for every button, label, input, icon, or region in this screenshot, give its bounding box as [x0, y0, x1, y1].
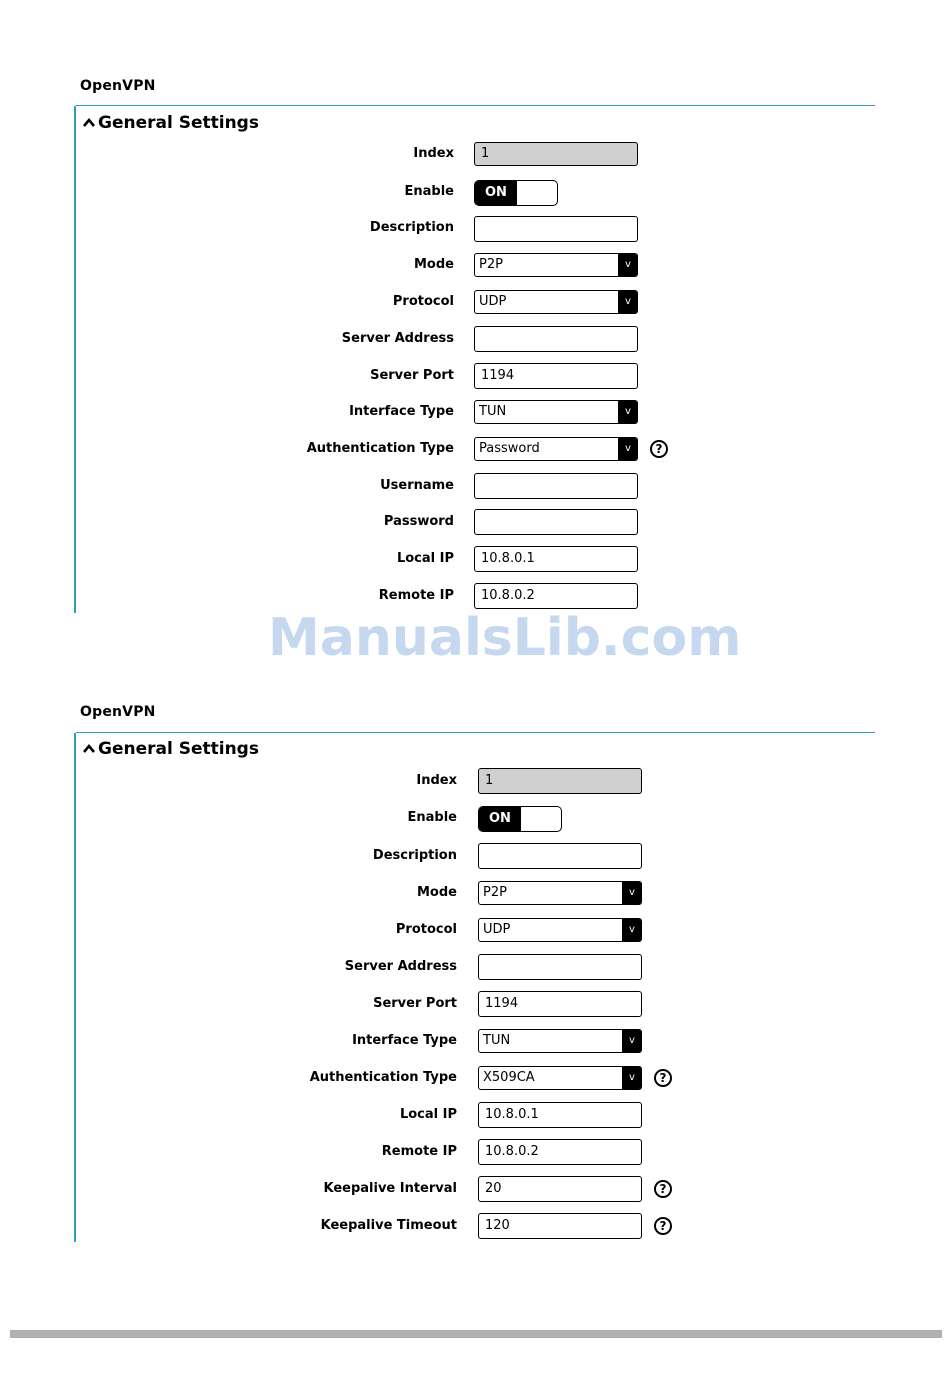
divider: [76, 105, 875, 106]
chevron-down-icon: v: [622, 918, 642, 942]
enable-label: Enable: [404, 184, 454, 199]
local-ip-input[interactable]: 10.8.0.1: [474, 546, 638, 572]
row-enable: [0, 805, 950, 831]
password-label: Password: [383, 514, 454, 529]
remote-ip-label: Remote IP: [381, 1144, 457, 1159]
protocol-value: UDP: [483, 922, 511, 937]
index-field: 1: [474, 142, 638, 166]
help-icon[interactable]: ?: [654, 1217, 672, 1235]
section-header-general-settings[interactable]: [82, 113, 259, 133]
server-port-input[interactable]: 1194: [474, 363, 638, 389]
authentication-type-select[interactable]: [474, 437, 638, 461]
row-enable: [0, 179, 950, 205]
row-username: [0, 473, 950, 499]
row-protocol: [0, 289, 950, 315]
toggle-on-state: ON: [479, 807, 521, 831]
protocol-select[interactable]: [474, 290, 638, 314]
row-server-address: [0, 326, 950, 352]
chevron-down-icon: v: [622, 1029, 642, 1053]
keepalive-timeout-input[interactable]: 120: [478, 1213, 642, 1239]
interface-type-label: Interface Type: [349, 404, 454, 419]
local-ip-label: Local IP: [399, 1107, 457, 1122]
chevron-up-icon: [82, 116, 96, 130]
authentication-type-label: Authentication Type: [306, 441, 454, 456]
authentication-type-value: X509CA: [483, 1070, 535, 1085]
row-keepalive-timeout: [0, 1213, 950, 1239]
chevron-down-icon: v: [622, 881, 642, 905]
chevron-down-icon: v: [618, 437, 638, 461]
protocol-value: UDP: [479, 294, 507, 309]
description-input[interactable]: [478, 843, 642, 869]
help-icon[interactable]: ?: [650, 440, 668, 458]
protocol-select[interactable]: [478, 918, 642, 942]
row-keepalive-interval: [0, 1176, 950, 1202]
interface-type-label: Interface Type: [352, 1033, 457, 1048]
local-ip-label: Local IP: [396, 551, 454, 566]
mode-select[interactable]: [478, 881, 642, 905]
help-icon[interactable]: ?: [654, 1069, 672, 1087]
protocol-label: Protocol: [395, 922, 457, 937]
panel-title: OpenVPN: [80, 704, 156, 720]
description-input[interactable]: [474, 216, 638, 242]
row-remote-ip: [0, 583, 950, 609]
row-interface-type: [0, 1028, 950, 1054]
chevron-down-icon: v: [622, 1066, 642, 1090]
protocol-label: Protocol: [392, 294, 454, 309]
row-local-ip: [0, 1102, 950, 1128]
enable-toggle[interactable]: [478, 806, 562, 832]
chevron-down-icon: v: [618, 290, 638, 314]
server-address-label: Server Address: [344, 959, 457, 974]
mode-value: P2P: [479, 257, 503, 272]
row-index: [0, 141, 950, 167]
divider: [76, 732, 875, 733]
interface-type-select[interactable]: [478, 1029, 642, 1053]
interface-type-select[interactable]: [474, 400, 638, 424]
footer-divider: [10, 1330, 942, 1338]
enable-label: Enable: [407, 810, 457, 825]
section-title: General Settings: [98, 739, 259, 759]
chevron-up-icon: [82, 742, 96, 756]
row-server-address: [0, 954, 950, 980]
row-remote-ip: [0, 1139, 950, 1165]
interface-type-value: TUN: [483, 1033, 511, 1048]
row-mode: [0, 880, 950, 906]
remote-ip-label: Remote IP: [378, 588, 454, 603]
server-port-label: Server Port: [373, 996, 457, 1011]
remote-ip-input[interactable]: 10.8.0.2: [478, 1139, 642, 1165]
row-mode: [0, 252, 950, 278]
mode-label: Mode: [414, 257, 454, 272]
watermark: ManualsLib.com: [268, 608, 742, 668]
row-description: [0, 215, 950, 241]
authentication-type-value: Password: [479, 441, 540, 456]
username-label: Username: [380, 478, 454, 493]
section-title: General Settings: [98, 113, 259, 133]
local-ip-input[interactable]: 10.8.0.1: [478, 1102, 642, 1128]
keepalive-interval-input[interactable]: 20: [478, 1176, 642, 1202]
row-authentication-type: [0, 1065, 950, 1091]
keepalive-timeout-label: Keepalive Timeout: [320, 1218, 457, 1233]
row-protocol: [0, 917, 950, 943]
authentication-type-label: Authentication Type: [309, 1070, 457, 1085]
panel-title: OpenVPN: [80, 78, 156, 94]
interface-type-value: TUN: [479, 404, 507, 419]
enable-toggle[interactable]: [474, 180, 558, 206]
keepalive-interval-label: Keepalive Interval: [323, 1181, 457, 1196]
row-local-ip: [0, 546, 950, 572]
server-address-label: Server Address: [341, 331, 454, 346]
toggle-on-state: ON: [475, 181, 517, 205]
description-label: Description: [369, 220, 454, 235]
row-server-port: [0, 991, 950, 1017]
index-label: Index: [413, 146, 454, 161]
row-authentication-type: [0, 436, 950, 462]
server-port-label: Server Port: [370, 368, 454, 383]
row-server-port: [0, 363, 950, 389]
password-input[interactable]: [474, 509, 638, 535]
mode-label: Mode: [417, 885, 457, 900]
remote-ip-input[interactable]: 10.8.0.2: [474, 583, 638, 609]
server-address-input[interactable]: [478, 954, 642, 980]
row-description: [0, 843, 950, 869]
mode-select[interactable]: [474, 253, 638, 277]
row-password: [0, 509, 950, 535]
chevron-down-icon: v: [618, 253, 638, 277]
help-icon[interactable]: ?: [654, 1180, 672, 1198]
row-index: [0, 768, 950, 794]
index-field: 1: [478, 768, 642, 794]
index-label: Index: [416, 773, 457, 788]
row-interface-type: [0, 399, 950, 425]
authentication-type-select[interactable]: [478, 1066, 642, 1090]
username-input[interactable]: [474, 473, 638, 499]
mode-value: P2P: [483, 885, 507, 900]
server-port-input[interactable]: 1194: [478, 991, 642, 1017]
description-label: Description: [372, 848, 457, 863]
server-address-input[interactable]: [474, 326, 638, 352]
section-header-general-settings[interactable]: [82, 739, 259, 759]
chevron-down-icon: v: [618, 400, 638, 424]
